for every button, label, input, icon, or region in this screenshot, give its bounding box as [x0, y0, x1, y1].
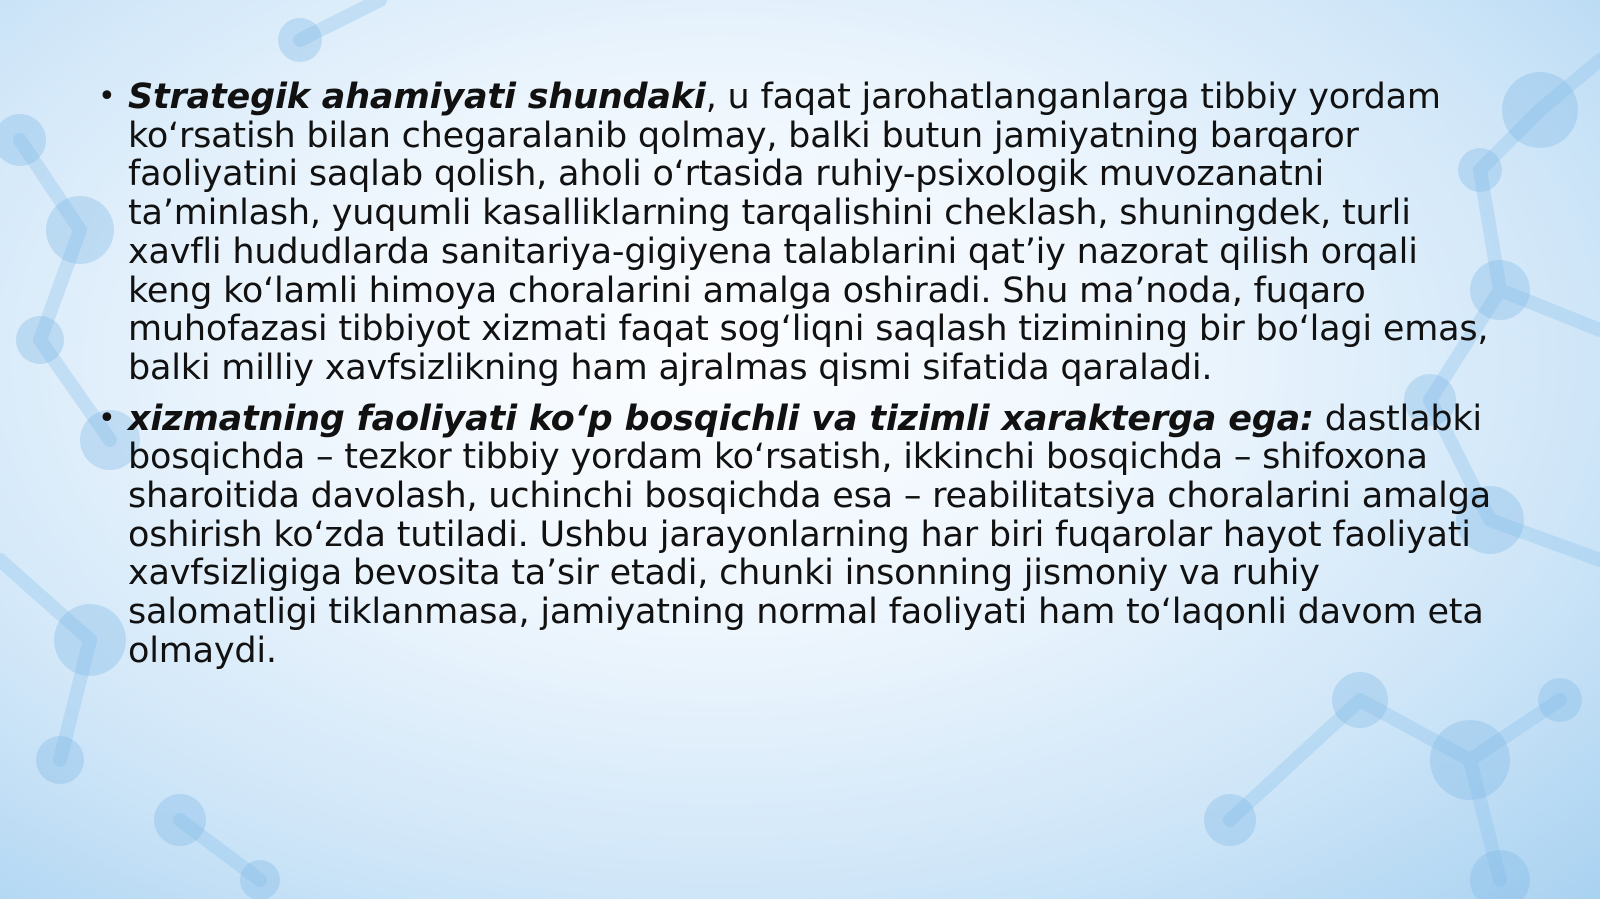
- slide-content: [96, 78, 1496, 683]
- bullet-strategic-importance: [96, 78, 1496, 388]
- bullet-emphasis: xizmatning faoliyati koʻp bosqichli va tizimli xarakterga ega:: [128, 398, 1314, 439]
- bullet-marker: •: [98, 400, 116, 436]
- bullet-marker: •: [98, 79, 116, 114]
- bullet-service-stages: [96, 400, 1496, 671]
- bullet-text: , u faqat jarohatlanganlarga tibbiy yordam koʻrsatish bilan chegaralanib qolmay, balki butun jamiyatning barqaror faoliyatini saqlab qolish, aholi oʻrtasida ruhiy-psixologik muvozanatni taʼminlash, yuqumli kasalliklarning tarqalishini cheklash, shuningdek, turli xavfli hududlarda sanitariya-gigiyena talablarini qatʼiy nazorat qilish orqali keng koʻlamli himoya choralarini amalga oshiradi. Shu maʼnoda, fuqaro muhofazasi tibbiyot xizmati faqat sogʻliqni saqlash tizimining bir boʻlagi emas, balki milliy xavfsizlikning ham ajralmas qismi sifatida qaraladi.: [128, 77, 1489, 388]
- bullet-list: [96, 78, 1496, 671]
- bullet-emphasis: Strategik ahamiyati shundaki: [128, 77, 706, 117]
- bullet-text: dastlabki bosqichda – tezkor tibbiy yordam koʻrsatish, ikkinchi bosqichda – shifoxona sharoitida davolash, uchinchi bosqichda esa – reabilitatsiya choralarini amalga oshirish koʻzda tutiladi. Ushbu jarayonlarning har biri fuqarolar hayot faoliyati xavfsizligiga bevosita taʼsir etadi, chunki insonning jismoniy va ruhiy salomatligi tiklanmasa, jamiyatning normal faoliyati ham toʻlaqonli davom eta olmaydi.: [128, 398, 1491, 671]
